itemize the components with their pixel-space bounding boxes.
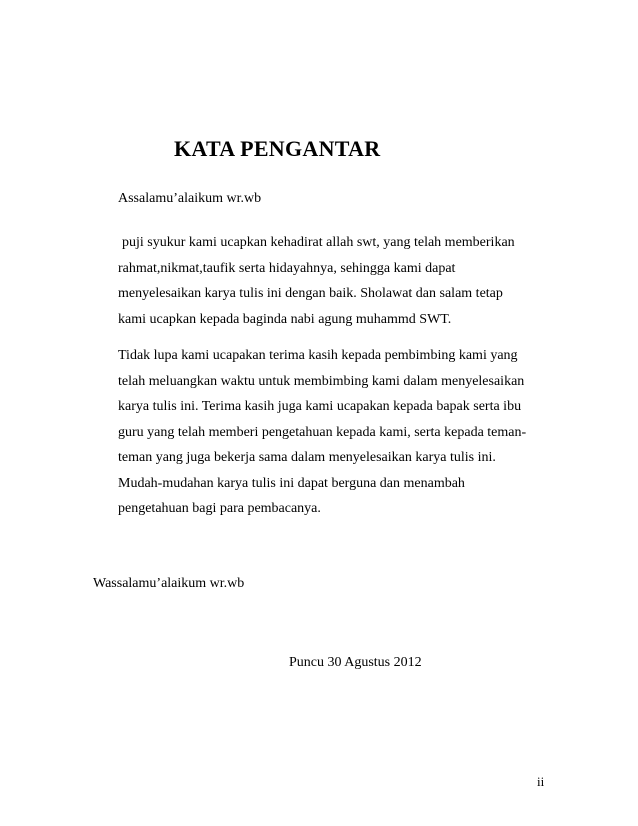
paragraph-line: teman yang juga bekerja sama dalam menyelesaikan karya tulis ini. bbox=[118, 450, 496, 465]
page-number: ii bbox=[537, 774, 545, 789]
paragraph-line: menyelesaikan karya tulis ini dengan baik. Sholawat dan salam tetap bbox=[118, 286, 503, 301]
paragraph-line: rahmat,nikmat,taufik serta hidayahnya, sehingga kami dapat bbox=[118, 260, 456, 276]
paragraph-line: Tidak lupa kami ucapakan terima kasih kepada pembimbing kami yang bbox=[118, 348, 518, 363]
opening-greeting: Assalamu’alaikum wr.wb bbox=[118, 191, 262, 206]
paragraph-line: puji syukur kami ucapkan kehadirat allah swt, yang telah memberikan bbox=[122, 235, 515, 250]
paragraph-line: Mudah-mudahan karya tulis ini dapat berguna dan menambah bbox=[118, 475, 465, 491]
place-date: Puncu 30 Agustus 2012 bbox=[289, 655, 422, 670]
closing-greeting: Wassalamu’alaikum wr.wb bbox=[93, 576, 245, 591]
paragraph-thanks bbox=[118, 343, 526, 522]
page-title: KATA PENGANTAR bbox=[174, 136, 381, 161]
paragraph-line: pengetahuan bagi para pembacanya. bbox=[118, 501, 321, 516]
paragraph-line: guru yang telah memberi pengetahuan kepada kami, serta kepada teman- bbox=[118, 424, 527, 440]
paragraph-line: telah meluangkan waktu untuk membimbing kami dalam menyelesaikan bbox=[118, 373, 525, 389]
paragraph-gratitude bbox=[118, 230, 515, 332]
paragraph-line: karya tulis ini. Terima kasih juga kami ucapakan kepada bapak serta ibu bbox=[118, 399, 522, 414]
paragraph-line: kami ucapkan kepada baginda nabi agung muhammd SWT. bbox=[118, 311, 452, 327]
